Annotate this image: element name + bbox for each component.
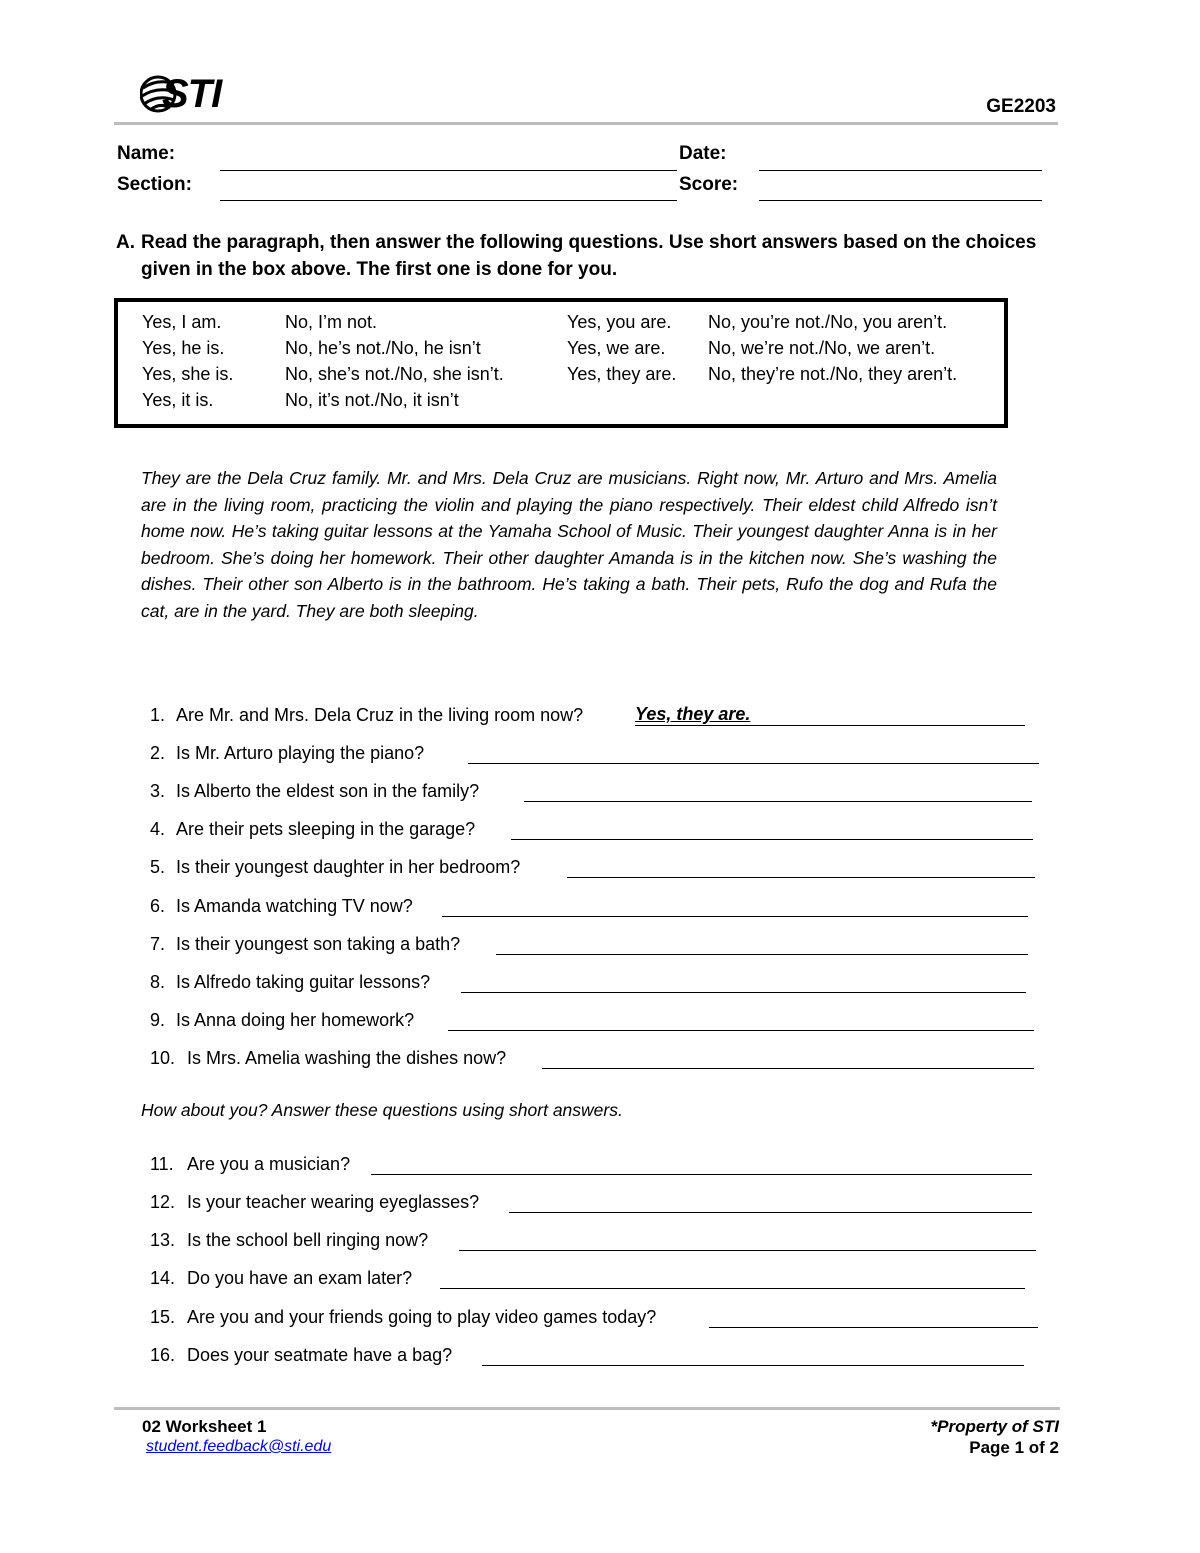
answer-line[interactable]	[371, 1174, 1032, 1175]
question-text: Is their youngest son taking a bath?	[176, 934, 461, 954]
footer-doc-title: 02 Worksheet 1	[142, 1417, 267, 1436]
question-number: 2.	[150, 743, 166, 763]
question-text: Does your seatmate have a bag?	[187, 1345, 453, 1365]
name-field[interactable]	[220, 170, 677, 171]
question-text: Are you a musician?	[187, 1154, 351, 1174]
header-divider	[114, 122, 1058, 125]
footer-page-number: Page 1 of 2	[969, 1438, 1059, 1457]
logo-text: STI	[162, 72, 222, 116]
choices-row	[142, 338, 998, 364]
choice-cell: No, they’re not./No, they aren’t.	[708, 364, 958, 384]
instruction	[116, 229, 1046, 283]
answer-line[interactable]	[709, 1327, 1038, 1328]
how-about-instruction: How about you? Answer these questions using short answers.	[141, 1100, 623, 1120]
choice-cell: No, we’re not./No, we aren’t.	[708, 338, 936, 358]
name-label: Name:	[117, 143, 176, 164]
question-number: 14.	[150, 1268, 176, 1288]
sti-logo	[140, 70, 240, 116]
question-text: Is Alfredo taking guitar lessons?	[176, 972, 431, 992]
question-text: Is their youngest daughter in her bedroom?	[176, 857, 521, 877]
choice-cell: No, she’s not./No, she isn’t.	[285, 364, 504, 384]
question-text: Is Mrs. Amelia washing the dishes now?	[187, 1048, 507, 1068]
question-number: 4.	[150, 819, 166, 839]
question-number: 15.	[150, 1307, 176, 1327]
choice-cell: Yes, we are.	[567, 338, 666, 358]
question-text: Is Anna doing her homework?	[176, 1010, 415, 1030]
choice-cell	[708, 390, 998, 416]
footer-email-link[interactable]: student.feedback@sti.edu	[146, 1438, 332, 1455]
reading-paragraph: They are the Dela Cruz family. Mr. and Mrs. Dela Cruz are musicians. Right now, Mr. Arturo and Mrs. Amelia are in the living room, practicing the violin and playing the piano respectively. Their eldest child Alfredo isn’t home now. He’s taking guitar lessons at the Yamaha School of Music. Their youngest daughter Anna is in her bedroom. She’s doing her homework. Their other daughter Amanda is in the kitchen now. She’s washing the dishes. Their other son Alberto is in the bathroom. He’s taking a bath. Their pets, Rufo the dog and Rufa the cat, are in the yard. They are both sleeping.	[141, 468, 997, 621]
choice-cell: Yes, he is.	[142, 338, 225, 358]
answer-line[interactable]	[461, 992, 1026, 993]
choice-cell: No, I’m not.	[285, 312, 378, 332]
answer-line[interactable]	[567, 877, 1035, 878]
question-number: 5.	[150, 857, 166, 877]
choice-cell: No, he’s not./No, he isn’t	[285, 338, 481, 358]
choice-cell	[567, 390, 708, 416]
answer-line[interactable]	[496, 954, 1028, 955]
question-number: 1.	[150, 705, 166, 725]
answer-line[interactable]	[468, 763, 1039, 764]
instruction-number: A.	[116, 232, 135, 253]
question-number: 8.	[150, 972, 166, 992]
choices-table	[142, 312, 998, 416]
answer-line[interactable]	[448, 1030, 1034, 1031]
choices-box	[114, 298, 1008, 428]
choices-row	[142, 312, 998, 338]
answer-line[interactable]	[442, 916, 1028, 917]
question-text: Are you and your friends going to play video games today?	[187, 1307, 657, 1327]
question-text: Is Amanda watching TV now?	[176, 896, 413, 916]
answer-line[interactable]	[459, 1250, 1036, 1251]
answer-line[interactable]	[524, 801, 1032, 802]
date-label: Date:	[679, 143, 727, 164]
question-number: 16.	[150, 1345, 176, 1365]
choice-cell: Yes, it is.	[142, 390, 214, 410]
instruction-text: Read the paragraph, then answer the following questions. Use short answers based on the choices given in the box above. The first one is done for you.	[141, 232, 1037, 280]
footer-divider	[114, 1407, 1060, 1410]
choices-row	[142, 390, 998, 416]
question-text: Do you have an exam later?	[187, 1268, 413, 1288]
choice-cell: Yes, you are.	[567, 312, 672, 332]
section-field[interactable]	[220, 200, 677, 201]
question-number: 7.	[150, 934, 166, 954]
question-text: Is Alberto the eldest son in the family?	[176, 781, 480, 801]
score-field[interactable]	[759, 200, 1042, 201]
sample-answer: Yes, they are.	[635, 704, 751, 724]
answer-line[interactable]	[482, 1365, 1024, 1366]
section-label: Section:	[117, 174, 192, 195]
choice-cell: No, you’re not./No, you aren’t.	[708, 312, 948, 332]
answer-line[interactable]	[542, 1068, 1034, 1069]
question-text: Are Mr. and Mrs. Dela Cruz in the living room now?	[176, 705, 584, 725]
answer-line[interactable]	[511, 839, 1033, 840]
course-code: GE2203	[986, 96, 1056, 117]
question-number: 9.	[150, 1010, 166, 1030]
score-label: Score:	[679, 174, 739, 195]
question-text: Is your teacher wearing eyeglasses?	[187, 1192, 480, 1212]
answer-line[interactable]	[635, 725, 1025, 726]
question-text: Are their pets sleeping in the garage?	[176, 819, 476, 839]
date-field[interactable]	[759, 170, 1042, 171]
question-number: 13.	[150, 1230, 176, 1250]
answer-line[interactable]	[509, 1212, 1032, 1213]
answer-line[interactable]	[440, 1288, 1025, 1289]
question-number: 11.	[150, 1154, 174, 1174]
question-number: 10.	[150, 1048, 176, 1068]
choices-row	[142, 364, 998, 390]
choice-cell: Yes, they are.	[567, 364, 677, 384]
choice-cell: No, it’s not./No, it isn’t	[285, 390, 459, 410]
choice-cell: Yes, I am.	[142, 312, 222, 332]
choice-cell: Yes, she is.	[142, 364, 234, 384]
question-number: 3.	[150, 781, 166, 801]
question-number: 6.	[150, 896, 166, 916]
footer-property: *Property of STI	[930, 1417, 1059, 1436]
question-number: 12.	[150, 1192, 176, 1212]
question-text: Is Mr. Arturo playing the piano?	[176, 743, 425, 763]
question-text: Is the school bell ringing now?	[187, 1230, 429, 1250]
